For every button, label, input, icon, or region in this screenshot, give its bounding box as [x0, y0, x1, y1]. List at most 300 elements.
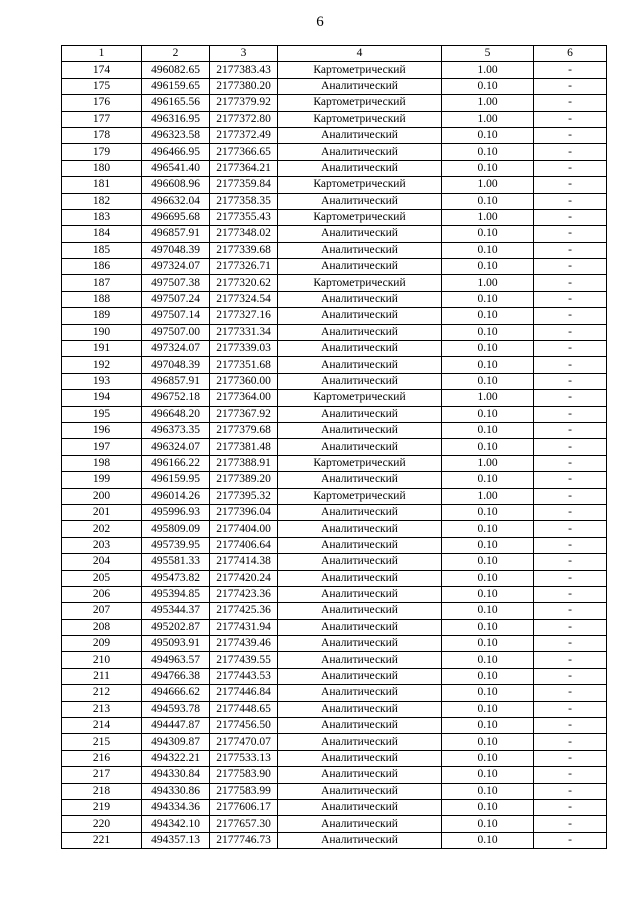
x-coordinate-cell: 495473.82 [142, 570, 210, 586]
x-coordinate-cell: 494322.21 [142, 750, 210, 766]
x-coordinate-cell: 496857.91 [142, 226, 210, 242]
table-row [62, 127, 607, 143]
table-row [62, 521, 607, 537]
x-coordinate-cell: 496014.26 [142, 488, 210, 504]
x-coordinate-cell: 494963.57 [142, 652, 210, 668]
table-row [62, 783, 607, 799]
method-cell: Аналитический [278, 259, 442, 275]
point-number-cell: 220 [62, 816, 142, 832]
point-number-cell: 193 [62, 373, 142, 389]
table-body [62, 62, 607, 849]
accuracy-cell: 0.10 [442, 603, 534, 619]
x-coordinate-cell: 495344.37 [142, 603, 210, 619]
header-row [62, 46, 607, 62]
method-cell: Аналитический [278, 816, 442, 832]
method-cell: Аналитический [278, 127, 442, 143]
note-cell: - [534, 832, 607, 848]
x-coordinate-cell: 495581.33 [142, 554, 210, 570]
point-number-cell: 191 [62, 341, 142, 357]
table-row [62, 209, 607, 225]
y-coordinate-cell: 2177583.90 [210, 767, 278, 783]
table-row [62, 390, 607, 406]
y-coordinate-cell: 2177381.48 [210, 439, 278, 455]
x-coordinate-cell: 494766.38 [142, 668, 210, 684]
y-coordinate-cell: 2177366.65 [210, 144, 278, 160]
note-cell: - [534, 685, 607, 701]
method-cell: Аналитический [278, 373, 442, 389]
accuracy-cell: 0.10 [442, 652, 534, 668]
point-number-cell: 189 [62, 308, 142, 324]
table-row [62, 259, 607, 275]
x-coordinate-cell: 494330.86 [142, 783, 210, 799]
point-number-cell: 197 [62, 439, 142, 455]
x-coordinate-cell: 495394.85 [142, 586, 210, 602]
table-row [62, 95, 607, 111]
x-coordinate-cell: 494330.84 [142, 767, 210, 783]
x-coordinate-cell: 497507.24 [142, 291, 210, 307]
column-header: 4 [278, 46, 442, 62]
x-coordinate-cell: 494593.78 [142, 701, 210, 717]
method-cell: Аналитический [278, 783, 442, 799]
x-coordinate-cell: 496324.07 [142, 439, 210, 455]
note-cell: - [534, 619, 607, 635]
y-coordinate-cell: 2177439.46 [210, 636, 278, 652]
x-coordinate-cell: 494342.10 [142, 816, 210, 832]
point-number-cell: 190 [62, 324, 142, 340]
y-coordinate-cell: 2177339.03 [210, 341, 278, 357]
method-cell: Аналитический [278, 324, 442, 340]
accuracy-cell: 1.00 [442, 177, 534, 193]
note-cell: - [534, 734, 607, 750]
method-cell: Аналитический [278, 734, 442, 750]
accuracy-cell: 0.10 [442, 341, 534, 357]
note-cell: - [534, 209, 607, 225]
note-cell: - [534, 652, 607, 668]
note-cell: - [534, 799, 607, 815]
x-coordinate-cell: 496316.95 [142, 111, 210, 127]
table-row [62, 324, 607, 340]
accuracy-cell: 1.00 [442, 275, 534, 291]
accuracy-cell: 1.00 [442, 455, 534, 471]
accuracy-cell: 0.10 [442, 144, 534, 160]
point-number-cell: 221 [62, 832, 142, 848]
note-cell: - [534, 554, 607, 570]
note-cell: - [534, 177, 607, 193]
point-number-cell: 182 [62, 193, 142, 209]
note-cell: - [534, 308, 607, 324]
method-cell: Картометрический [278, 455, 442, 471]
y-coordinate-cell: 2177326.71 [210, 259, 278, 275]
method-cell: Аналитический [278, 832, 442, 848]
note-cell: - [534, 78, 607, 94]
y-coordinate-cell: 2177372.49 [210, 127, 278, 143]
y-coordinate-cell: 2177583.99 [210, 783, 278, 799]
method-cell: Картометрический [278, 209, 442, 225]
point-number-cell: 211 [62, 668, 142, 684]
note-cell: - [534, 144, 607, 160]
x-coordinate-cell: 496166.22 [142, 455, 210, 471]
coordinates-table [61, 45, 607, 849]
y-coordinate-cell: 2177327.16 [210, 308, 278, 324]
point-number-cell: 178 [62, 127, 142, 143]
table-row [62, 472, 607, 488]
note-cell: - [534, 291, 607, 307]
accuracy-cell: 0.10 [442, 504, 534, 520]
method-cell: Аналитический [278, 226, 442, 242]
x-coordinate-cell: 495093.91 [142, 636, 210, 652]
point-number-cell: 201 [62, 504, 142, 520]
note-cell: - [534, 275, 607, 291]
accuracy-cell: 0.10 [442, 799, 534, 815]
point-number-cell: 187 [62, 275, 142, 291]
y-coordinate-cell: 2177358.35 [210, 193, 278, 209]
method-cell: Аналитический [278, 472, 442, 488]
point-number-cell: 208 [62, 619, 142, 635]
accuracy-cell: 0.10 [442, 668, 534, 684]
point-number-cell: 219 [62, 799, 142, 815]
table-row [62, 275, 607, 291]
accuracy-cell: 0.10 [442, 685, 534, 701]
note-cell: - [534, 111, 607, 127]
x-coordinate-cell: 496857.91 [142, 373, 210, 389]
y-coordinate-cell: 2177320.62 [210, 275, 278, 291]
note-cell: - [534, 341, 607, 357]
column-header: 3 [210, 46, 278, 62]
page-number: 6 [316, 14, 324, 30]
accuracy-cell: 0.10 [442, 734, 534, 750]
x-coordinate-cell: 495996.93 [142, 504, 210, 520]
point-number-cell: 199 [62, 472, 142, 488]
point-number-cell: 188 [62, 291, 142, 307]
accuracy-cell: 0.10 [442, 422, 534, 438]
note-cell: - [534, 570, 607, 586]
accuracy-cell: 0.10 [442, 308, 534, 324]
note-cell: - [534, 668, 607, 684]
table-row [62, 668, 607, 684]
table-row [62, 62, 607, 78]
point-number-cell: 200 [62, 488, 142, 504]
table-row [62, 341, 607, 357]
method-cell: Аналитический [278, 193, 442, 209]
method-cell: Аналитический [278, 652, 442, 668]
method-cell: Аналитический [278, 504, 442, 520]
note-cell: - [534, 357, 607, 373]
table-row [62, 554, 607, 570]
y-coordinate-cell: 2177431.94 [210, 619, 278, 635]
method-cell: Аналитический [278, 160, 442, 176]
accuracy-cell: 0.10 [442, 586, 534, 602]
x-coordinate-cell: 496541.40 [142, 160, 210, 176]
accuracy-cell: 0.10 [442, 160, 534, 176]
point-number-cell: 194 [62, 390, 142, 406]
note-cell: - [534, 455, 607, 471]
y-coordinate-cell: 2177379.68 [210, 422, 278, 438]
method-cell: Аналитический [278, 603, 442, 619]
method-cell: Аналитический [278, 341, 442, 357]
y-coordinate-cell: 2177446.84 [210, 685, 278, 701]
method-cell: Аналитический [278, 570, 442, 586]
note-cell: - [534, 816, 607, 832]
y-coordinate-cell: 2177470.07 [210, 734, 278, 750]
table-row [62, 439, 607, 455]
point-number-cell: 209 [62, 636, 142, 652]
y-coordinate-cell: 2177367.92 [210, 406, 278, 422]
accuracy-cell: 0.10 [442, 193, 534, 209]
note-cell: - [534, 521, 607, 537]
table-row [62, 685, 607, 701]
point-number-cell: 175 [62, 78, 142, 94]
table-row [62, 422, 607, 438]
method-cell: Аналитический [278, 537, 442, 553]
y-coordinate-cell: 2177339.68 [210, 242, 278, 258]
y-coordinate-cell: 2177383.43 [210, 62, 278, 78]
method-cell: Аналитический [278, 718, 442, 734]
accuracy-cell: 0.10 [442, 636, 534, 652]
table-row [62, 603, 607, 619]
table-row [62, 586, 607, 602]
table-row [62, 619, 607, 635]
table-row [62, 799, 607, 815]
accuracy-cell: 1.00 [442, 95, 534, 111]
note-cell: - [534, 95, 607, 111]
table-row [62, 455, 607, 471]
point-number-cell: 176 [62, 95, 142, 111]
point-number-cell: 181 [62, 177, 142, 193]
table-row [62, 308, 607, 324]
table-header [62, 46, 607, 62]
method-cell: Аналитический [278, 422, 442, 438]
table-row [62, 488, 607, 504]
method-cell: Аналитический [278, 750, 442, 766]
table-row [62, 291, 607, 307]
x-coordinate-cell: 496373.35 [142, 422, 210, 438]
method-cell: Аналитический [278, 357, 442, 373]
table-row [62, 652, 607, 668]
method-cell: Аналитический [278, 554, 442, 570]
table-row [62, 406, 607, 422]
y-coordinate-cell: 2177372.80 [210, 111, 278, 127]
note-cell: - [534, 242, 607, 258]
accuracy-cell: 0.10 [442, 127, 534, 143]
y-coordinate-cell: 2177396.04 [210, 504, 278, 520]
y-coordinate-cell: 2177389.20 [210, 472, 278, 488]
method-cell: Аналитический [278, 242, 442, 258]
table-row [62, 767, 607, 783]
accuracy-cell: 0.10 [442, 718, 534, 734]
note-cell: - [534, 406, 607, 422]
accuracy-cell: 0.10 [442, 570, 534, 586]
y-coordinate-cell: 2177443.53 [210, 668, 278, 684]
point-number-cell: 215 [62, 734, 142, 750]
y-coordinate-cell: 2177348.02 [210, 226, 278, 242]
x-coordinate-cell: 496323.58 [142, 127, 210, 143]
y-coordinate-cell: 2177331.34 [210, 324, 278, 340]
note-cell: - [534, 259, 607, 275]
accuracy-cell: 0.10 [442, 291, 534, 307]
accuracy-cell: 0.10 [442, 521, 534, 537]
method-cell: Аналитический [278, 636, 442, 652]
note-cell: - [534, 537, 607, 553]
x-coordinate-cell: 497324.07 [142, 259, 210, 275]
note-cell: - [534, 226, 607, 242]
note-cell: - [534, 767, 607, 783]
x-coordinate-cell: 495809.09 [142, 521, 210, 537]
point-number-cell: 217 [62, 767, 142, 783]
x-coordinate-cell: 496752.18 [142, 390, 210, 406]
table-row [62, 373, 607, 389]
y-coordinate-cell: 2177324.54 [210, 291, 278, 307]
point-number-cell: 206 [62, 586, 142, 602]
note-cell: - [534, 160, 607, 176]
method-cell: Аналитический [278, 799, 442, 815]
x-coordinate-cell: 497507.38 [142, 275, 210, 291]
point-number-cell: 192 [62, 357, 142, 373]
accuracy-cell: 0.10 [442, 78, 534, 94]
point-number-cell: 179 [62, 144, 142, 160]
point-number-cell: 218 [62, 783, 142, 799]
accuracy-cell: 0.10 [442, 750, 534, 766]
table-row [62, 226, 607, 242]
x-coordinate-cell: 497324.07 [142, 341, 210, 357]
accuracy-cell: 0.10 [442, 767, 534, 783]
method-cell: Картометрический [278, 390, 442, 406]
x-coordinate-cell: 494666.62 [142, 685, 210, 701]
table-row [62, 242, 607, 258]
x-coordinate-cell: 496165.56 [142, 95, 210, 111]
table-row [62, 111, 607, 127]
method-cell: Аналитический [278, 767, 442, 783]
method-cell: Картометрический [278, 177, 442, 193]
accuracy-cell: 0.10 [442, 701, 534, 717]
y-coordinate-cell: 2177380.20 [210, 78, 278, 94]
method-cell: Аналитический [278, 521, 442, 537]
accuracy-cell: 1.00 [442, 209, 534, 225]
note-cell: - [534, 783, 607, 799]
point-number-cell: 195 [62, 406, 142, 422]
table-row [62, 750, 607, 766]
table-row [62, 570, 607, 586]
accuracy-cell: 0.10 [442, 324, 534, 340]
accuracy-cell: 0.10 [442, 242, 534, 258]
point-number-cell: 205 [62, 570, 142, 586]
y-coordinate-cell: 2177379.92 [210, 95, 278, 111]
x-coordinate-cell: 496159.65 [142, 78, 210, 94]
point-number-cell: 185 [62, 242, 142, 258]
method-cell: Картометрический [278, 95, 442, 111]
accuracy-cell: 0.10 [442, 373, 534, 389]
note-cell: - [534, 504, 607, 520]
table-row [62, 193, 607, 209]
accuracy-cell: 0.10 [442, 357, 534, 373]
method-cell: Картометрический [278, 111, 442, 127]
note-cell: - [534, 62, 607, 78]
method-cell: Аналитический [278, 668, 442, 684]
x-coordinate-cell: 494357.13 [142, 832, 210, 848]
point-number-cell: 210 [62, 652, 142, 668]
x-coordinate-cell: 496648.20 [142, 406, 210, 422]
x-coordinate-cell: 496466.95 [142, 144, 210, 160]
note-cell: - [534, 636, 607, 652]
note-cell: - [534, 701, 607, 717]
method-cell: Аналитический [278, 144, 442, 160]
y-coordinate-cell: 2177439.55 [210, 652, 278, 668]
y-coordinate-cell: 2177404.00 [210, 521, 278, 537]
y-coordinate-cell: 2177423.36 [210, 586, 278, 602]
table-row [62, 78, 607, 94]
note-cell: - [534, 193, 607, 209]
x-coordinate-cell: 496608.96 [142, 177, 210, 193]
accuracy-cell: 0.10 [442, 783, 534, 799]
accuracy-cell: 0.10 [442, 226, 534, 242]
y-coordinate-cell: 2177406.64 [210, 537, 278, 553]
y-coordinate-cell: 2177746.73 [210, 832, 278, 848]
x-coordinate-cell: 497507.14 [142, 308, 210, 324]
x-coordinate-cell: 494334.36 [142, 799, 210, 815]
y-coordinate-cell: 2177606.17 [210, 799, 278, 815]
table-row [62, 504, 607, 520]
y-coordinate-cell: 2177388.91 [210, 455, 278, 471]
y-coordinate-cell: 2177420.24 [210, 570, 278, 586]
method-cell: Аналитический [278, 439, 442, 455]
point-number-cell: 183 [62, 209, 142, 225]
method-cell: Аналитический [278, 619, 442, 635]
method-cell: Картометрический [278, 275, 442, 291]
point-number-cell: 203 [62, 537, 142, 553]
accuracy-cell: 1.00 [442, 62, 534, 78]
y-coordinate-cell: 2177448.65 [210, 701, 278, 717]
column-header: 5 [442, 46, 534, 62]
accuracy-cell: 0.10 [442, 439, 534, 455]
table-row [62, 816, 607, 832]
y-coordinate-cell: 2177355.43 [210, 209, 278, 225]
note-cell: - [534, 127, 607, 143]
y-coordinate-cell: 2177533.13 [210, 750, 278, 766]
y-coordinate-cell: 2177351.68 [210, 357, 278, 373]
table-row [62, 537, 607, 553]
point-number-cell: 216 [62, 750, 142, 766]
method-cell: Аналитический [278, 291, 442, 307]
column-header: 6 [534, 46, 607, 62]
table-row [62, 177, 607, 193]
accuracy-cell: 0.10 [442, 816, 534, 832]
point-number-cell: 177 [62, 111, 142, 127]
accuracy-cell: 0.10 [442, 832, 534, 848]
point-number-cell: 204 [62, 554, 142, 570]
x-coordinate-cell: 496159.95 [142, 472, 210, 488]
accuracy-cell: 0.10 [442, 537, 534, 553]
table-row [62, 636, 607, 652]
note-cell: - [534, 750, 607, 766]
x-coordinate-cell: 495202.87 [142, 619, 210, 635]
point-number-cell: 198 [62, 455, 142, 471]
x-coordinate-cell: 497507.00 [142, 324, 210, 340]
table-row [62, 734, 607, 750]
y-coordinate-cell: 2177414.38 [210, 554, 278, 570]
table-row [62, 718, 607, 734]
table-row [62, 160, 607, 176]
method-cell: Картометрический [278, 488, 442, 504]
method-cell: Аналитический [278, 586, 442, 602]
table-row [62, 701, 607, 717]
y-coordinate-cell: 2177364.00 [210, 390, 278, 406]
table-row [62, 144, 607, 160]
column-header: 2 [142, 46, 210, 62]
note-cell: - [534, 586, 607, 602]
note-cell: - [534, 390, 607, 406]
x-coordinate-cell: 497048.39 [142, 242, 210, 258]
y-coordinate-cell: 2177364.21 [210, 160, 278, 176]
x-coordinate-cell: 496082.65 [142, 62, 210, 78]
